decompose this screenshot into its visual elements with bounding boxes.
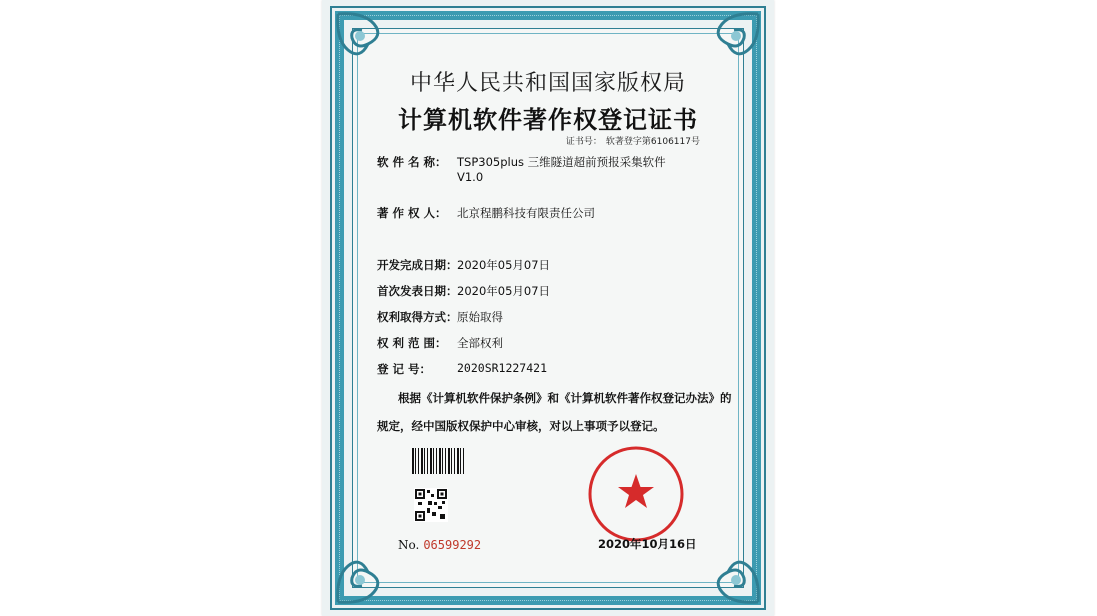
field-copyright-owner <box>377 205 595 221</box>
field-value: 2020SR1227421 <box>457 361 548 375</box>
statement-line-1: 根据《计算机软件保护条例》和《计算机软件著作权登记办法》的 <box>398 391 732 405</box>
field-label: 开发完成日期： <box>377 258 458 272</box>
field-label: 著 作 权 人： <box>377 206 447 220</box>
field-value: 全部权利 <box>457 336 503 350</box>
serial-label: No. <box>398 538 420 552</box>
field-registration-no <box>377 361 547 377</box>
qr-code-icon <box>414 488 448 522</box>
field-software-name <box>377 154 666 184</box>
corner-ornament-icon <box>334 542 398 606</box>
field-value: 原始取得 <box>457 310 503 324</box>
field-value: 北京程鹏科技有限责任公司 <box>457 206 595 220</box>
field-acquisition-method <box>377 309 503 325</box>
corner-ornament-icon <box>698 10 762 74</box>
corner-ornament-icon <box>334 10 398 74</box>
issue-date: 2020年10月16日 <box>598 537 697 551</box>
official-seal-icon <box>586 444 686 544</box>
software-name-version: V1.0 <box>457 170 484 184</box>
software-name-line1: TSP305plus 三维隧道超前预报采集软件 <box>457 155 666 169</box>
field-label: 权 利 范 围： <box>377 336 447 350</box>
serial-value: 06599292 <box>423 538 482 552</box>
field-dev-completion-date <box>377 257 550 273</box>
certificate-number-label: 证书号： <box>565 137 602 147</box>
field-label: 登 记 号： <box>377 362 432 376</box>
certificate-sheet <box>322 0 774 616</box>
certificate-number-value: 软著登字第6106117号 <box>605 137 700 147</box>
certificate-number <box>566 134 704 147</box>
field-label: 首次发表日期： <box>377 284 458 298</box>
corner-ornament-icon <box>698 542 762 606</box>
field-label: 权利取得方式： <box>377 310 458 324</box>
field-rights-scope <box>377 335 503 351</box>
statement-line-2: 规定，经中国版权保护中心审核，对以上事项予以登记。 <box>377 419 665 433</box>
field-label: 软 件 名 称： <box>377 155 447 169</box>
field-first-publish-date <box>377 283 550 299</box>
serial-number <box>398 538 481 552</box>
certificate-title: 计算机软件著作权登记证书 <box>398 106 698 134</box>
field-value: 2020年05月07日 <box>457 284 551 298</box>
issuer-heading: 中华人民共和国国家版权局 <box>409 71 686 96</box>
field-value: 2020年05月07日 <box>457 258 551 272</box>
field-value <box>457 154 666 184</box>
barcode-icon <box>412 448 466 474</box>
